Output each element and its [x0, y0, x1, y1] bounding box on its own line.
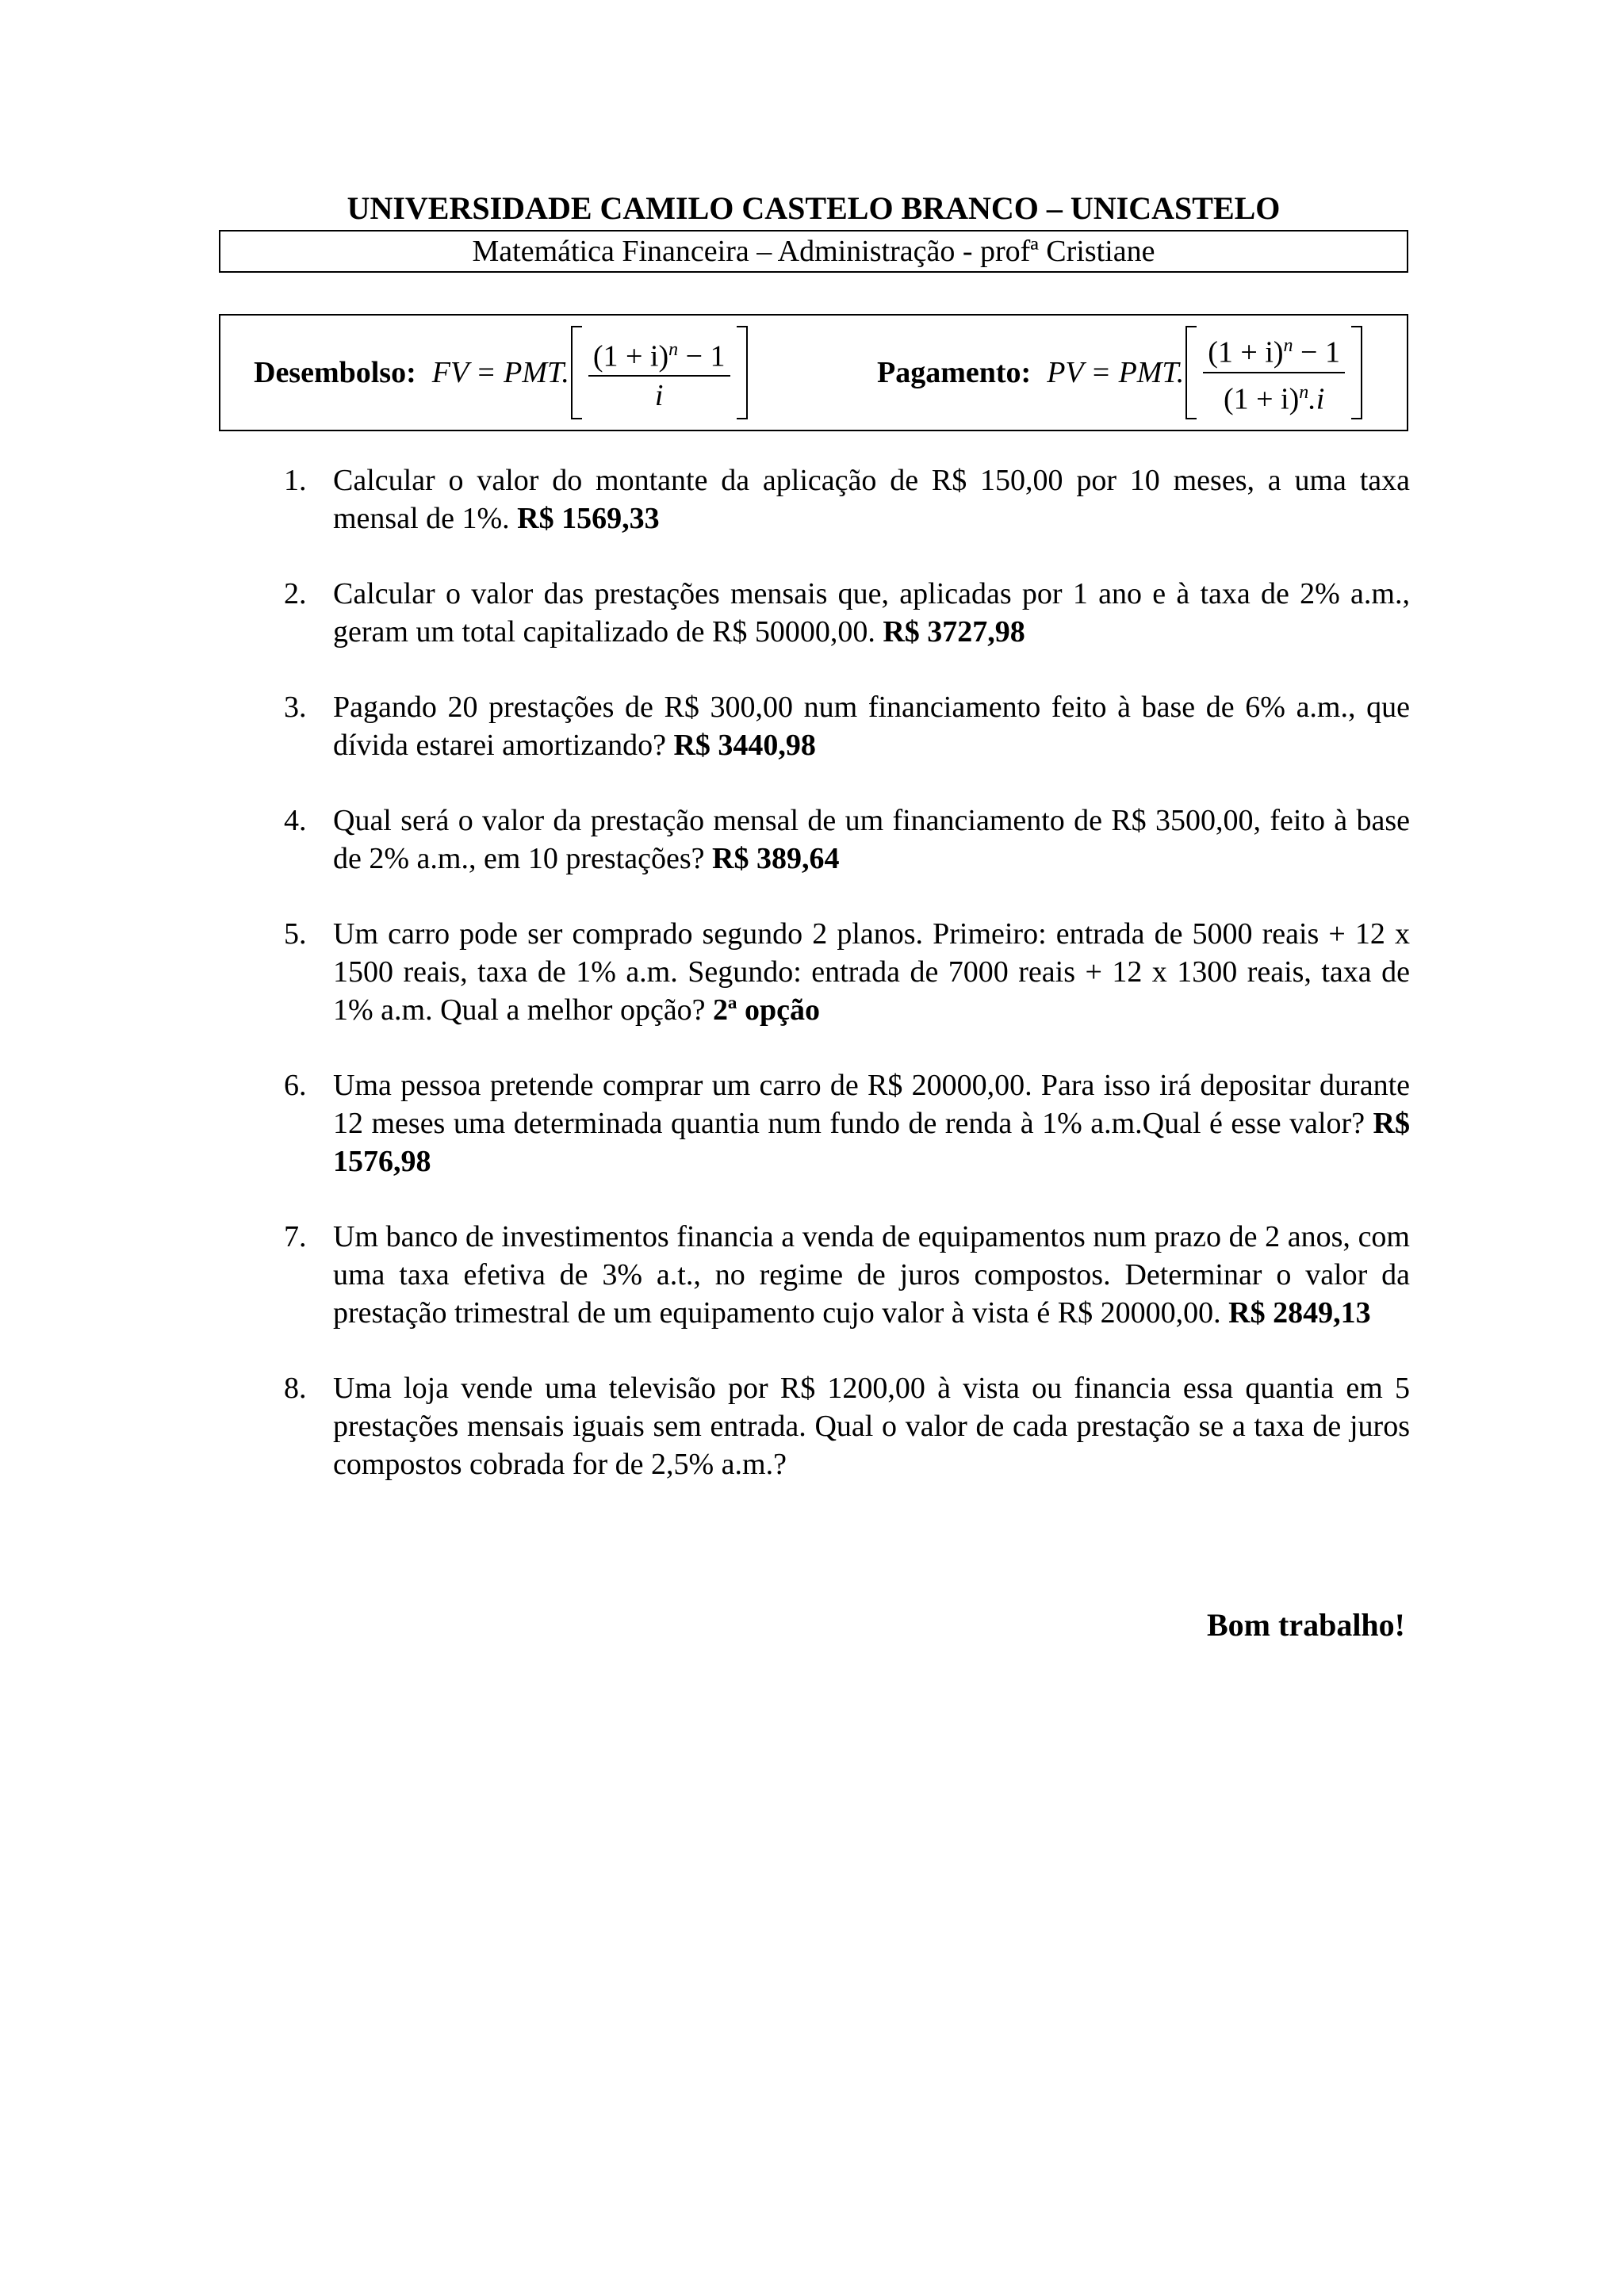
desembolso-lhs: FV = PMT. [431, 356, 569, 389]
formula-box [219, 314, 1408, 431]
question-number: 5. [284, 917, 307, 951]
question-answer: 2ª opção [713, 993, 820, 1027]
question-number: 4. [284, 804, 307, 837]
question-item [284, 461, 1410, 538]
question-number: 8. [284, 1372, 307, 1405]
page-title: UNIVERSIDADE CAMILO CASTELO BRANCO – UNICASTELO [347, 190, 1281, 226]
pagamento-formula [877, 316, 1362, 430]
desembolso-numerator: (1 + i) [592, 339, 669, 373]
desembolso-numerator-tail: − 1 [678, 339, 726, 373]
pagamento-lhs: PV = PMT. [1047, 356, 1185, 389]
pagamento-numerator: (1 + i) [1208, 336, 1284, 369]
question-text: Um banco de investimentos financia a venda de equipamentos num prazo de 2 anos, com uma taxa efetiva de 3% a.t., no regime de juros compostos. Determinar o valor da prestação trimestral de um equipamento cujo valor à vista é R$ 20000,00. [333, 1220, 1410, 1330]
question-number: 2. [284, 577, 307, 610]
pagamento-bracket [1185, 326, 1362, 419]
question-text: Um carro pode ser comprado segundo 2 planos. Primeiro: entrada de 5000 reais + 12 x 1500 reais, taxa de 1% a.m. Segundo: entrada de 7000 reais + 12 x 1300 reais, taxa de 1% a.m. Qual a melhor opção? [333, 917, 1410, 1027]
question-item [284, 1066, 1410, 1181]
pagamento-fraction [1203, 327, 1345, 418]
question-item [284, 575, 1410, 651]
question-text: Uma loja vende uma televisão por R$ 1200,00 à vista ou financia essa quantia em 5 prestações mensais iguais sem entrada. Qual o valor de cada prestação se a taxa de juros compostos cobrada for de 2,5% a.m.? [333, 1372, 1410, 1481]
question-item [284, 1218, 1410, 1332]
desembolso-fraction [588, 331, 730, 415]
question-answer: R$ 1569,33 [517, 502, 660, 535]
question-number: 1. [284, 464, 307, 497]
question-text: Calcular o valor das prestações mensais que, aplicadas por 1 ano e à taxa de 2% a.m., geram um total capitalizado de R$ 50000,00. [333, 577, 1410, 649]
question-answer: R$ 389,64 [712, 842, 840, 875]
question-answer: R$ 2849,13 [1228, 1296, 1371, 1330]
question-answer: R$ 3440,98 [673, 729, 816, 762]
question-item [284, 915, 1410, 1029]
question-answer: R$ 3727,98 [883, 615, 1025, 649]
closing-text: Bom trabalho! [1207, 1607, 1405, 1643]
course-subtitle: Matemática Financeira – Administração - profª Cristiane [219, 230, 1408, 273]
pagamento-denominator: (1 + i) [1223, 382, 1300, 416]
question-item [284, 1369, 1410, 1483]
pagamento-numerator-tail: − 1 [1293, 336, 1340, 369]
question-text: Calcular o valor do montante da aplicação de R$ 150,00 por 10 meses, a uma taxa mensal de 1%. [333, 464, 1410, 535]
question-item [284, 802, 1410, 878]
question-number: 6. [284, 1069, 307, 1102]
question-item [284, 688, 1410, 764]
pagamento-label: Pagamento: [877, 356, 1032, 389]
pagamento-den-exponent: n [1299, 382, 1309, 403]
question-list [284, 461, 1410, 1521]
question-text: Qual será o valor da prestação mensal de um financiamento de R$ 3500,00, feito à base de 2% a.m., em 10 prestações? [333, 804, 1410, 875]
question-answer: R$ 1576,98 [333, 1107, 1410, 1178]
desembolso-bracket [571, 326, 748, 419]
question-text: Pagando 20 prestações de R$ 300,00 num financiamento feito à base de 6% a.m., que dívida estarei amortizando? [333, 691, 1410, 762]
pagamento-num-exponent: n [1283, 335, 1293, 357]
pagamento-denominator-tail: .i [1308, 382, 1325, 416]
question-text: Uma pessoa pretende comprar um carro de R$ 20000,00. Para isso irá depositar durante 12 meses uma determinada quantia num fundo de renda à 1% a.m.Qual é esse valor? [333, 1069, 1410, 1140]
desembolso-exponent: n [668, 339, 679, 360]
desembolso-label: Desembolso: [254, 356, 416, 389]
desembolso-formula [254, 316, 748, 430]
question-number: 3. [284, 691, 307, 724]
question-number: 7. [284, 1220, 307, 1253]
desembolso-denominator: i [654, 379, 664, 413]
